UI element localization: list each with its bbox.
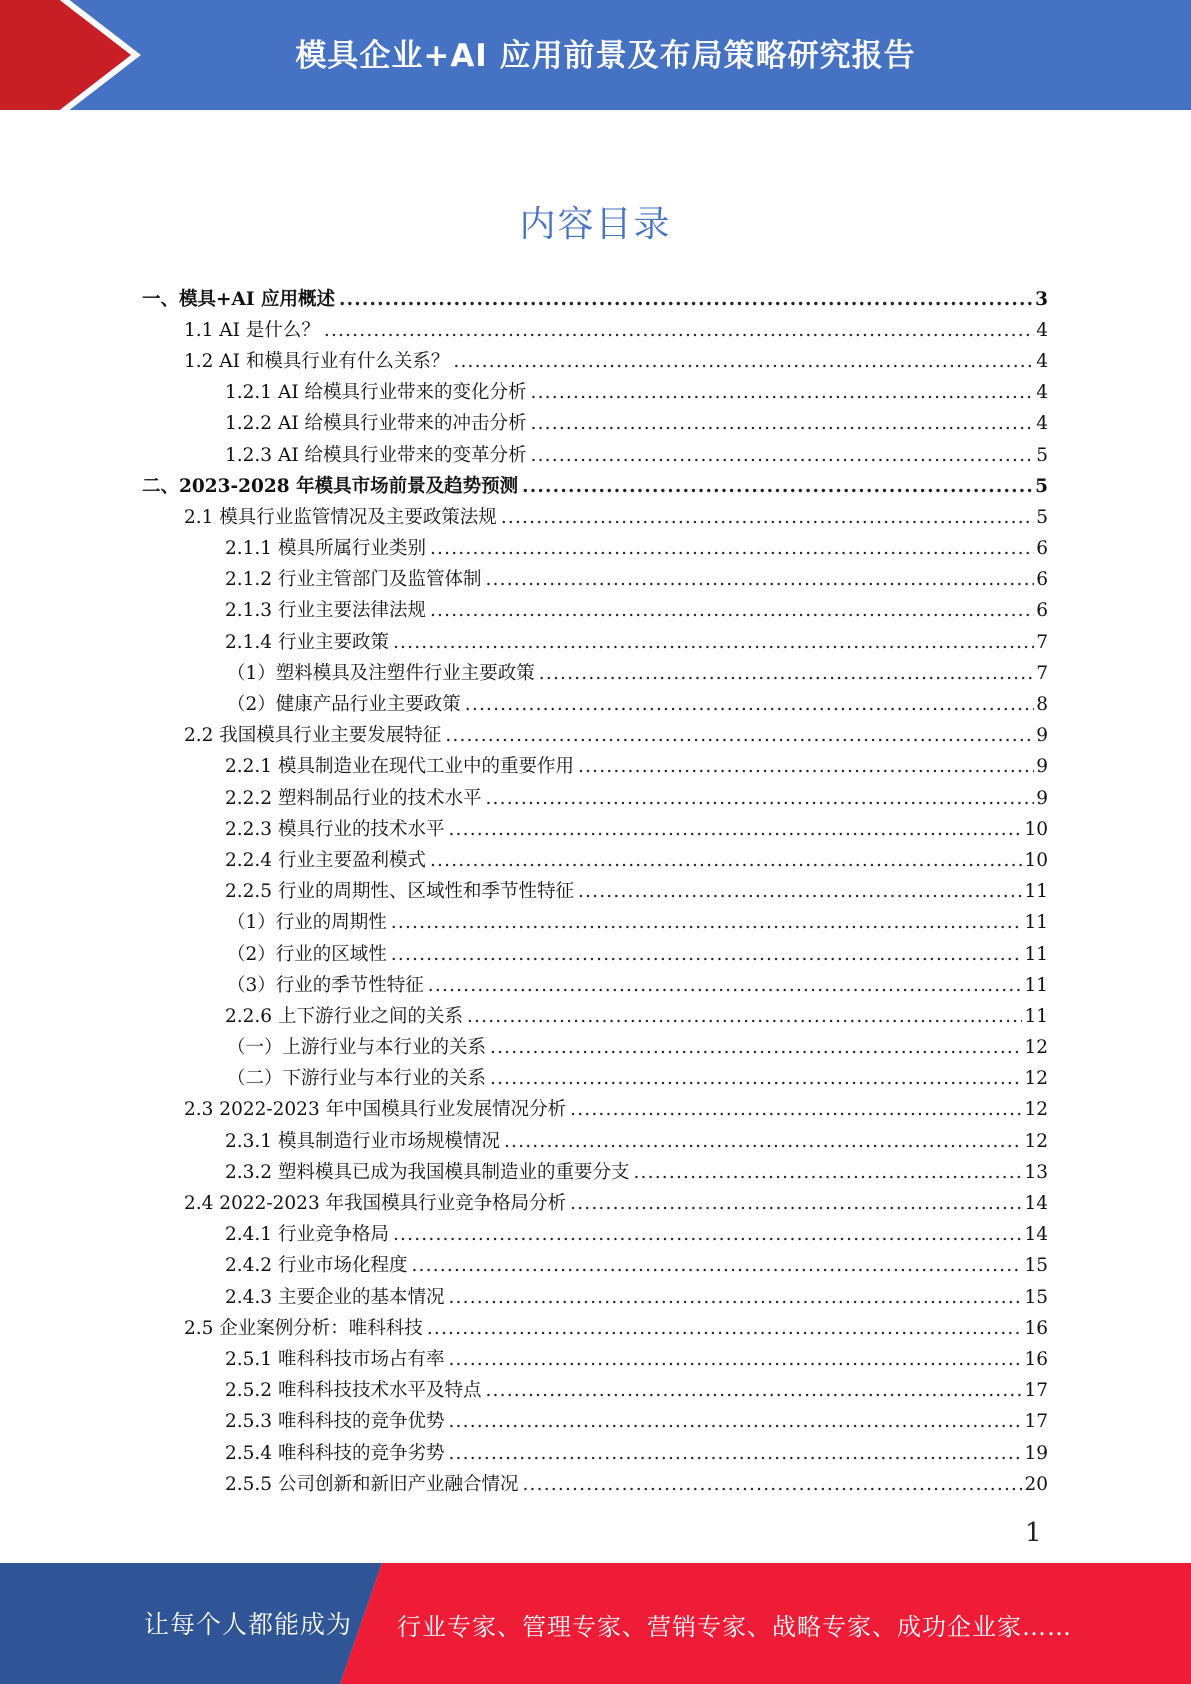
toc-entry[interactable] xyxy=(0,1126,1191,1157)
toc-entry-page: 14 xyxy=(1024,1224,1048,1246)
toc-dot-leader xyxy=(428,974,1023,998)
toc-entry-title: 1.2.2 AI 给模具行业带来的冲击分析 xyxy=(225,413,527,435)
toc-entry-title: 2.5.5 公司创新和新旧产业融合情况 xyxy=(225,1473,519,1495)
toc-entry-title: 二、2023-2028 年模具市场前景及趋势预测 xyxy=(142,475,519,497)
toc-dot-leader xyxy=(578,755,1034,779)
toc-entry-page: 16 xyxy=(1024,1348,1048,1370)
toc-entry-title: 2.4.2 行业市场化程度 xyxy=(225,1255,408,1277)
toc-dot-leader xyxy=(448,1410,1022,1434)
page-number: 1 xyxy=(1025,1518,1042,1548)
toc-entry-title: 2.3.2 塑料模具已成为我国模具制造业的重要分支 xyxy=(225,1161,630,1183)
toc-entry-page: 10 xyxy=(1024,849,1048,871)
toc-entry-title: 2.5 企业案例分析：唯科科技 xyxy=(184,1317,423,1339)
toc-entry-title: （1）塑料模具及注塑件行业主要政策 xyxy=(227,662,535,684)
toc-entry-title: 2.2.5 行业的周期性、区域性和季节性特征 xyxy=(225,881,574,903)
toc-entry-title: 2.5.3 唯科科技的竞争优势 xyxy=(225,1411,445,1433)
toc-dot-leader xyxy=(501,506,1034,530)
toc-entry[interactable] xyxy=(0,1064,1191,1095)
toc-dot-leader xyxy=(504,1130,1022,1154)
toc-entry[interactable] xyxy=(0,939,1191,970)
toc-dot-leader xyxy=(633,1161,1022,1185)
report-header xyxy=(0,0,1191,110)
toc-entry[interactable] xyxy=(0,752,1191,783)
toc-entry[interactable] xyxy=(0,1095,1191,1126)
toc-entry-title: 1.2.3 AI 给模具行业带来的变革分析 xyxy=(225,444,527,466)
toc-entry-page: 17 xyxy=(1024,1380,1048,1402)
toc-entry[interactable] xyxy=(0,1157,1191,1188)
toc-dot-leader xyxy=(448,1348,1022,1372)
toc-entry-page: 6 xyxy=(1036,600,1048,622)
toc-entry-page: 15 xyxy=(1024,1255,1048,1277)
toc-entry-page: 11 xyxy=(1024,912,1048,934)
toc-entry-page: 9 xyxy=(1036,756,1048,778)
toc-entry[interactable] xyxy=(0,1282,1191,1313)
toc-entry-title: 1.2 AI 和模具行业有什么关系？ xyxy=(184,350,450,372)
toc-entry[interactable] xyxy=(0,565,1191,596)
toc-entry-title: 1.2.1 AI 给模具行业带来的变化分析 xyxy=(225,382,527,404)
toc-entry[interactable] xyxy=(0,1313,1191,1344)
toc-entry-page: 7 xyxy=(1036,631,1048,653)
toc-entry-title: 2.1 模具行业监管情况及主要政策法规 xyxy=(184,506,497,528)
toc-entry[interactable] xyxy=(0,1033,1191,1064)
toc-entry-title: 2.2.3 模具行业的技术水平 xyxy=(225,818,445,840)
toc-dot-leader xyxy=(467,1005,1022,1029)
footer-slogan-left: 让每个人都能成为 xyxy=(144,1610,353,1639)
toc-dot-leader xyxy=(539,662,1034,686)
toc-entry-title: 2.2 我国模具行业主要发展特征 xyxy=(184,725,442,747)
toc-dot-leader xyxy=(430,849,1022,873)
toc-dot-leader xyxy=(485,568,1034,592)
toc-dot-leader xyxy=(490,1036,1022,1060)
toc-dot-leader xyxy=(465,693,1034,717)
toc-entry-title: 2.1.4 行业主要政策 xyxy=(225,631,389,653)
toc-entry-page: 12 xyxy=(1024,1037,1048,1059)
toc-entry[interactable] xyxy=(0,471,1191,502)
toc-entry-page: 8 xyxy=(1036,694,1048,716)
toc-entry[interactable] xyxy=(0,908,1191,939)
toc-dot-leader xyxy=(339,288,1033,312)
toc-entry[interactable] xyxy=(0,1469,1191,1500)
table-of-contents xyxy=(0,284,1191,1500)
toc-entry-title: 2.1.1 模具所属行业类别 xyxy=(225,538,426,560)
toc-entry[interactable] xyxy=(0,721,1191,752)
toc-entry[interactable] xyxy=(0,534,1191,565)
toc-dot-leader xyxy=(430,537,1034,561)
toc-entry[interactable] xyxy=(0,783,1191,814)
toc-entry-title: 2.5.1 唯科科技市场占有率 xyxy=(225,1348,445,1370)
report-footer xyxy=(0,1563,1191,1684)
toc-entry-title: 2.2.6 上下游行业之间的关系 xyxy=(225,1005,463,1027)
toc-entry-title: 2.4 2022-2023 年我国模具行业竞争格局分析 xyxy=(184,1193,567,1215)
toc-entry-title: 2.1.3 行业主要法律法规 xyxy=(225,600,426,622)
toc-entry-page: 4 xyxy=(1036,382,1048,404)
toc-dot-leader xyxy=(485,1379,1022,1403)
toc-entry-page: 5 xyxy=(1036,444,1048,466)
toc-entry[interactable] xyxy=(0,814,1191,845)
toc-entry-page: 20 xyxy=(1024,1473,1048,1495)
toc-dot-leader xyxy=(393,1223,1022,1247)
toc-dot-leader xyxy=(453,350,1034,374)
toc-entry-title: 2.5.4 唯科科技的竞争劣势 xyxy=(225,1442,445,1464)
toc-dot-leader xyxy=(578,880,1022,904)
toc-entry[interactable] xyxy=(0,284,1191,315)
toc-dot-leader xyxy=(430,599,1034,623)
toc-entry[interactable] xyxy=(0,689,1191,720)
toc-heading: 内容目录 xyxy=(519,204,672,245)
toc-entry-title: 2.2.1 模具制造业在现代工业中的重要作用 xyxy=(225,756,574,778)
toc-dot-leader xyxy=(391,911,1023,935)
toc-entry-page: 10 xyxy=(1024,818,1048,840)
toc-entry[interactable] xyxy=(0,315,1191,346)
toc-entry-page: 19 xyxy=(1024,1442,1048,1464)
toc-entry[interactable] xyxy=(0,1251,1191,1282)
toc-entry-title: 1.1 AI 是什么？ xyxy=(184,319,320,341)
toc-entry[interactable] xyxy=(0,502,1191,533)
toc-entry-page: 4 xyxy=(1036,319,1048,341)
toc-dot-leader xyxy=(522,1473,1022,1497)
toc-entry[interactable] xyxy=(0,1188,1191,1219)
toc-entry-page: 11 xyxy=(1024,1005,1048,1027)
toc-entry[interactable] xyxy=(0,596,1191,627)
report-title: 模具企业+AI 应用前景及布局策略研究报告 xyxy=(295,38,916,74)
toc-entry-page: 12 xyxy=(1024,1068,1048,1090)
toc-entry-page: 15 xyxy=(1024,1286,1048,1308)
toc-entry-page: 7 xyxy=(1036,662,1048,684)
toc-entry[interactable] xyxy=(0,1220,1191,1251)
toc-dot-leader xyxy=(531,412,1035,436)
toc-entry-title: （二）下游行业与本行业的关系 xyxy=(227,1068,487,1090)
toc-entry-title: 2.1.2 行业主管部门及监管体制 xyxy=(225,569,482,591)
toc-entry-page: 11 xyxy=(1024,881,1048,903)
toc-dot-leader xyxy=(445,724,1034,748)
toc-entry[interactable] xyxy=(0,1376,1191,1407)
toc-entry-title: 2.5.2 唯科科技技术水平及特点 xyxy=(225,1380,482,1402)
toc-dot-leader xyxy=(448,818,1022,842)
toc-dot-leader xyxy=(531,444,1035,468)
toc-dot-leader xyxy=(393,631,1034,655)
toc-entry[interactable] xyxy=(0,970,1191,1001)
toc-entry-title: 2.3.1 模具制造行业市场规模情况 xyxy=(225,1130,500,1152)
toc-entry-page: 11 xyxy=(1024,943,1048,965)
toc-entry-title: 一、模具+AI 应用概述 xyxy=(142,288,335,310)
toc-dot-leader xyxy=(324,319,1034,343)
toc-entry-page: 4 xyxy=(1036,350,1048,372)
toc-entry-title: （2）健康产品行业主要政策 xyxy=(227,694,461,716)
toc-entry[interactable] xyxy=(0,440,1191,471)
toc-entry-page: 4 xyxy=(1036,413,1048,435)
toc-entry[interactable] xyxy=(0,1438,1191,1469)
toc-entry-page: 12 xyxy=(1024,1099,1048,1121)
toc-entry-page: 5 xyxy=(1035,475,1048,497)
toc-entry-page: 12 xyxy=(1024,1130,1048,1152)
toc-dot-leader xyxy=(448,1286,1022,1310)
toc-entry-page: 14 xyxy=(1024,1193,1048,1215)
toc-dot-leader xyxy=(391,943,1023,967)
toc-entry[interactable] xyxy=(0,346,1191,377)
toc-dot-leader xyxy=(411,1254,1022,1278)
toc-dot-leader xyxy=(570,1098,1022,1122)
toc-entry-title: （1）行业的周期性 xyxy=(227,912,387,934)
toc-dot-leader xyxy=(531,381,1035,405)
toc-dot-leader xyxy=(490,1067,1022,1091)
toc-entry-page: 3 xyxy=(1035,288,1048,310)
toc-entry-page: 13 xyxy=(1024,1161,1048,1183)
toc-dot-leader xyxy=(448,1442,1022,1466)
toc-entry[interactable] xyxy=(0,627,1191,658)
toc-entry-title: 2.3 2022-2023 年中国模具行业发展情况分析 xyxy=(184,1099,567,1121)
footer-slogan-right: 行业专家、管理专家、营销专家、战略专家、成功企业家…… xyxy=(397,1613,1072,1641)
toc-entry-page: 16 xyxy=(1024,1317,1048,1339)
toc-entry-title: 2.4.1 行业竞争格局 xyxy=(225,1224,389,1246)
toc-entry[interactable] xyxy=(0,1344,1191,1375)
toc-dot-leader xyxy=(427,1317,1023,1341)
toc-entry-page: 6 xyxy=(1036,538,1048,560)
toc-entry-title: （2）行业的区域性 xyxy=(227,943,387,965)
toc-entry-title: 2.2.4 行业主要盈利模式 xyxy=(225,849,426,871)
toc-entry[interactable] xyxy=(0,409,1191,440)
toc-entry-page: 9 xyxy=(1036,787,1048,809)
toc-entry[interactable] xyxy=(0,658,1191,689)
toc-entry[interactable] xyxy=(0,1407,1191,1438)
toc-entry[interactable] xyxy=(0,877,1191,908)
toc-entry-title: 2.2.2 塑料制品行业的技术水平 xyxy=(225,787,482,809)
toc-entry[interactable] xyxy=(0,1001,1191,1032)
toc-entry[interactable] xyxy=(0,845,1191,876)
toc-entry-page: 9 xyxy=(1036,725,1048,747)
toc-entry[interactable] xyxy=(0,378,1191,409)
toc-entry-page: 6 xyxy=(1036,569,1048,591)
toc-entry-page: 5 xyxy=(1036,506,1048,528)
toc-entry-page: 17 xyxy=(1024,1411,1048,1433)
toc-dot-leader xyxy=(570,1192,1022,1216)
toc-entry-page: 11 xyxy=(1024,974,1048,996)
toc-dot-leader xyxy=(522,475,1033,499)
toc-dot-leader xyxy=(485,787,1034,811)
toc-entry-title: 2.4.3 主要企业的基本情况 xyxy=(225,1286,445,1308)
toc-entry-title: （3）行业的季节性特征 xyxy=(227,974,424,996)
toc-entry-title: （一）上游行业与本行业的关系 xyxy=(227,1037,487,1059)
